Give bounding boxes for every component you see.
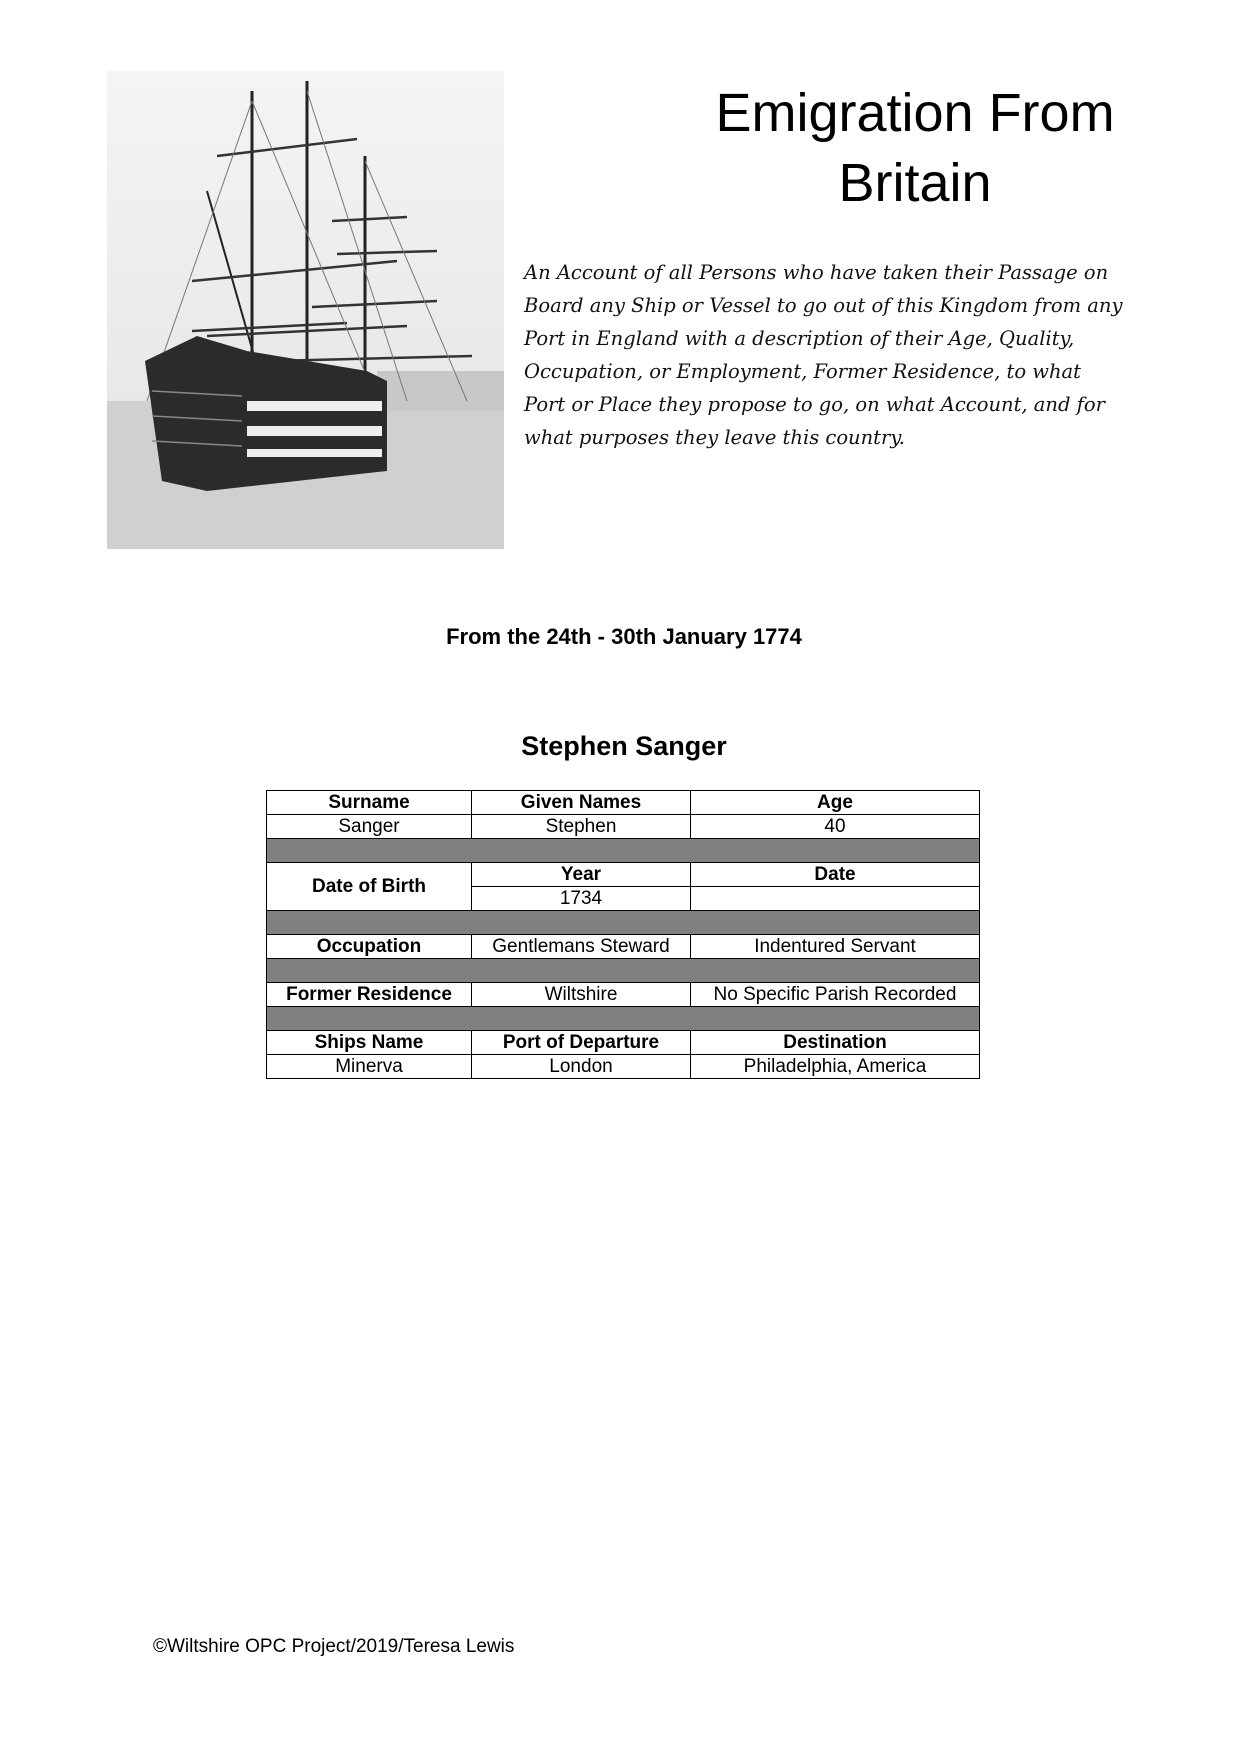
separator-row <box>267 839 980 863</box>
copyright-footer: ©Wiltshire OPC Project/2019/Teresa Lewis <box>153 1636 515 1657</box>
ship-name-header: Ships Name <box>267 1031 472 1055</box>
dob-label: Date of Birth <box>267 863 472 911</box>
date-cell <box>691 887 980 911</box>
parish-cell: No Specific Parish Recorded <box>691 983 980 1007</box>
given-names-cell: Stephen <box>472 815 691 839</box>
table-row <box>267 815 980 839</box>
age-cell: 40 <box>691 815 980 839</box>
date-range-heading: From the 24th - 30th January 1774 <box>446 624 802 649</box>
ship-name-cell: Minerva <box>267 1055 472 1079</box>
given-names-header: Given Names <box>472 791 691 815</box>
separator-row <box>267 911 980 935</box>
destination-cell: Philadelphia, America <box>691 1055 980 1079</box>
age-header: Age <box>691 791 980 815</box>
year-header: Year <box>472 863 691 887</box>
occupation-status-cell: Indentured Servant <box>691 935 980 959</box>
date-header: Date <box>691 863 980 887</box>
table-row <box>267 791 980 815</box>
year-cell: 1734 <box>472 887 691 911</box>
table-row <box>267 1055 980 1079</box>
description-paragraph: An Account of all Persons who have taken their Passage on Board any Ship or Vessel to go out of this Kingdom from any Port in England with a description of their Age, Quality, Occupation, or Employment, Former Residence, to what Port or Place they propose to go, on what Account, and for what purposes they leave this country. <box>524 261 1123 449</box>
table-row <box>267 935 980 959</box>
separator-row <box>267 1007 980 1031</box>
page-title <box>690 78 1140 218</box>
table-row <box>267 1031 980 1055</box>
person-name-heading: Stephen Sanger <box>521 731 727 761</box>
residence-cell: Wiltshire <box>472 983 691 1007</box>
title-line-2: Britain <box>838 153 992 213</box>
separator-row <box>267 959 980 983</box>
occupation-label: Occupation <box>267 935 472 959</box>
port-cell: London <box>472 1055 691 1079</box>
residence-label: Former Residence <box>267 983 472 1007</box>
ship-photograph <box>107 71 504 549</box>
surname-header: Surname <box>267 791 472 815</box>
emigrant-record-table <box>266 790 980 1079</box>
surname-cell: Sanger <box>267 815 472 839</box>
table-row <box>267 983 980 1007</box>
destination-header: Destination <box>691 1031 980 1055</box>
port-header: Port of Departure <box>472 1031 691 1055</box>
title-line-1: Emigration From <box>715 83 1115 143</box>
table-row <box>267 863 980 887</box>
occupation-cell: Gentlemans Steward <box>472 935 691 959</box>
